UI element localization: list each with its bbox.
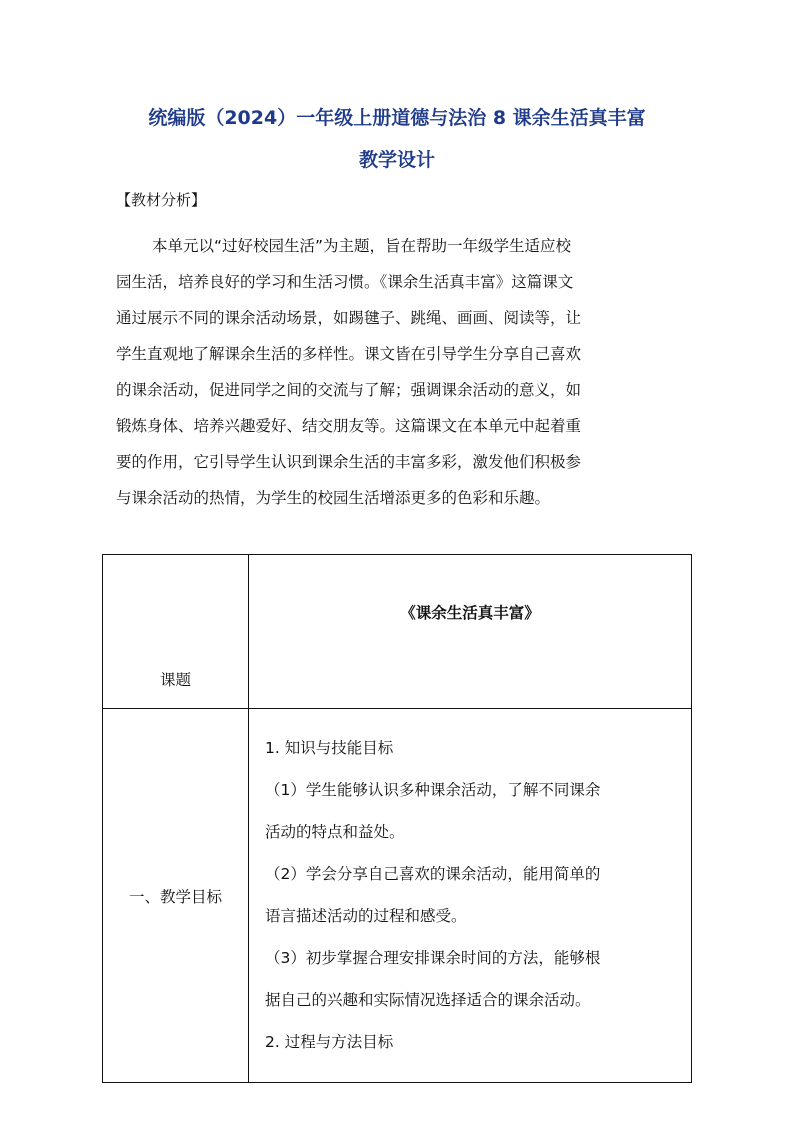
paragraph-line: 锻炼身体、培养兴趣爱好、结交朋友等。这篇课文在本单元中起着重 [116,417,582,435]
paragraph-line: 与课余活动的热情，为学生的校园生活增添更多的色彩和乐趣。 [116,489,551,507]
document-title-line1: 统编版（2024）一年级上册道德与法治 8 课余生活真丰富 [148,107,646,129]
paragraph-line: 园生活，培养良好的学习和生活习惯。《课余生活真丰富》这篇课文 [116,273,574,291]
objectives-label-cell: 一、教学目标 [103,709,249,1083]
objective-line: 1. 知识与技能目标 [265,739,394,757]
objective-line: （2）学会分享自己喜欢的课余活动，能用简单的 [265,865,601,883]
lesson-plan-table [102,554,692,1083]
paragraph-line: 通过展示不同的课余活动场景，如踢毽子、跳绳、画画、阅读等，让 [116,309,582,327]
paragraph-line: 本单元以“过好校园生活”为主题，旨在帮助一年级学生适应校 [152,237,572,255]
objective-line: 据自己的兴趣和实际情况选择适合的课余活动。 [265,991,591,1009]
analysis-paragraph [116,228,686,516]
objective-line: （3）初步掌握合理安排课余时间的方法，能够根 [265,949,601,967]
objectives-content-cell [249,709,692,1083]
topic-value-cell: 《课余生活真丰富》 [249,555,692,709]
paragraph-line: 的课余活动，促进同学之间的交流与了解；强调课余活动的意义，如 [116,381,582,399]
objective-line: 2. 过程与方法目标 [265,1033,394,1051]
section-heading: 【教材分析】 [116,191,207,209]
objective-line: 活动的特点和益处。 [265,823,405,841]
topic-label-cell: 课题 [103,555,249,709]
objective-line: 语言描述活动的过程和感受。 [265,907,467,925]
table-row [103,709,692,1083]
document-title-line2: 教学设计 [358,149,435,171]
paragraph-line: 学生直观地了解课余生活的多样性。课文皆在引导学生分享自己喜欢 [116,345,582,363]
table-row [103,555,692,709]
objective-line: （1）学生能够认识多种课余活动，了解不同课余 [265,781,601,799]
paragraph-line: 要的作用，它引导学生认识到课余生活的丰富多彩，激发他们积极参 [116,453,582,471]
